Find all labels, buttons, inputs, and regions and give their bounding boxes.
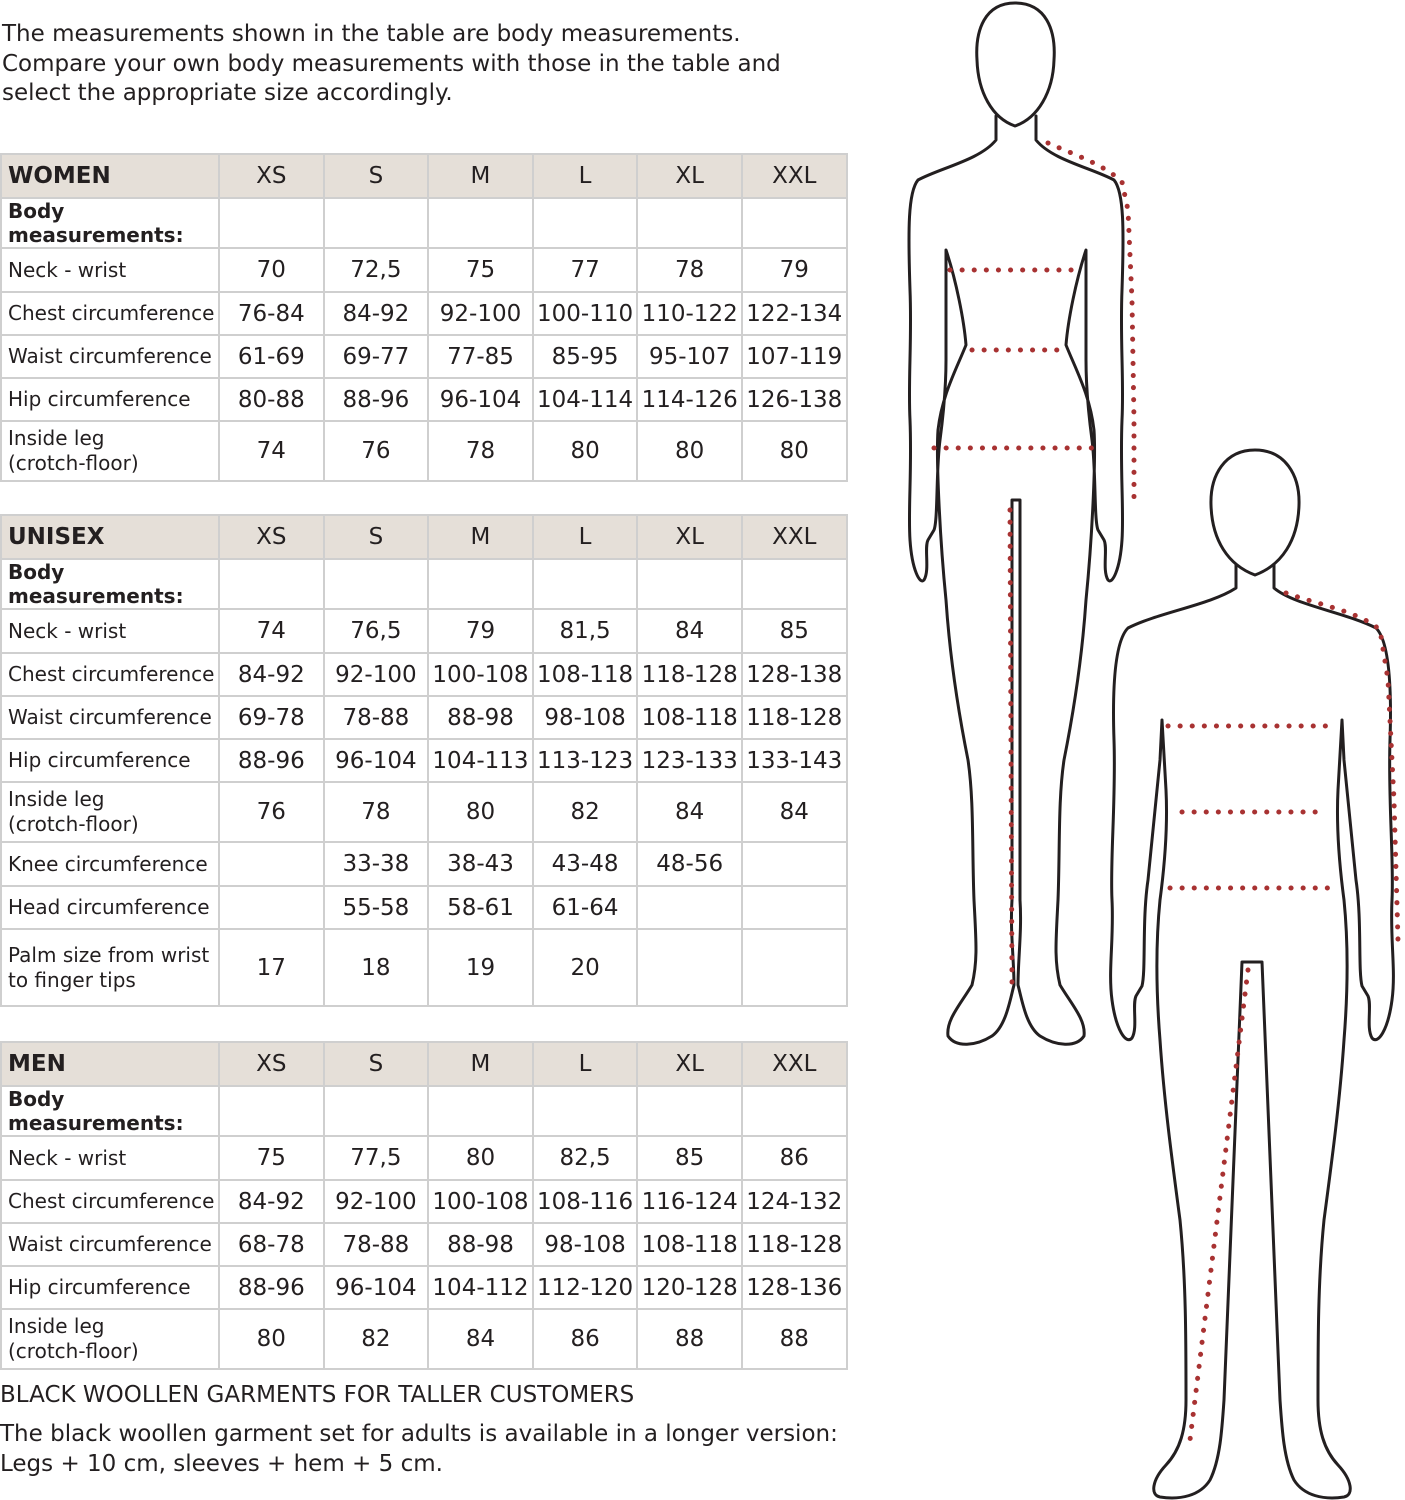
table-row <box>1 842 847 886</box>
table-row <box>1 929 847 1006</box>
table-cell: 82 <box>533 782 638 842</box>
table-cell <box>219 886 324 929</box>
table-cell: 118-128 <box>742 1223 847 1266</box>
table-header-row <box>1 154 847 198</box>
table-row <box>1 696 847 739</box>
table-cell: 113-123 <box>533 739 638 782</box>
table-cell: 118-128 <box>742 696 847 739</box>
table-title: MEN <box>1 1042 219 1086</box>
woman-head-outline <box>977 3 1054 126</box>
table-cell: 79 <box>428 609 533 653</box>
table-cell: 98-108 <box>533 696 638 739</box>
table-cell: 86 <box>742 1136 847 1180</box>
table-cell: 17 <box>219 929 324 1006</box>
table-cell: 104-113 <box>428 739 533 782</box>
table-row <box>1 421 847 481</box>
empty-cell <box>742 559 847 609</box>
table-cell: 61-69 <box>219 335 324 378</box>
table-row <box>1 886 847 929</box>
table-cell: 78 <box>637 248 742 292</box>
table-cell: 92-100 <box>324 653 429 696</box>
table-cell: 100-108 <box>428 653 533 696</box>
table-cell: 20 <box>533 929 638 1006</box>
woman-body-outline <box>909 116 1123 1044</box>
table-row <box>1 1223 847 1266</box>
empty-cell <box>637 1086 742 1136</box>
row-label: Waist circumference <box>1 696 219 739</box>
table-cell: 110-122 <box>637 292 742 335</box>
size-header-s: S <box>324 154 429 198</box>
table-cell: 85-95 <box>533 335 638 378</box>
table-row <box>1 292 847 335</box>
table-cell: 33-38 <box>324 842 429 886</box>
body-measurements-row <box>1 1086 847 1136</box>
table-title: UNISEX <box>1 515 219 559</box>
table-cell: 48-56 <box>637 842 742 886</box>
empty-cell <box>742 198 847 248</box>
table-header-row <box>1 1042 847 1086</box>
table-cell: 118-128 <box>637 653 742 696</box>
table-cell: 78 <box>428 421 533 481</box>
table-row <box>1 1266 847 1309</box>
footer-title: BLACK WOOLLEN GARMENTS FOR TALLER CUSTOMERS <box>0 1382 635 1408</box>
table-cell: 88-98 <box>428 1223 533 1266</box>
table-cell <box>742 886 847 929</box>
table-row <box>1 378 847 421</box>
row-label: Waist circumference <box>1 335 219 378</box>
empty-cell <box>324 198 429 248</box>
row-label: Neck - wrist <box>1 609 219 653</box>
table-cell: 122-134 <box>742 292 847 335</box>
row-label: Hip circumference <box>1 1266 219 1309</box>
table-cell: 74 <box>219 609 324 653</box>
table-cell: 128-136 <box>742 1266 847 1309</box>
row-label: Chest circumference <box>1 1180 219 1223</box>
table-cell <box>637 929 742 1006</box>
table-cell: 76 <box>219 782 324 842</box>
body-measurements-row <box>1 559 847 609</box>
woman-figure <box>909 3 1123 1044</box>
table-cell: 82,5 <box>533 1136 638 1180</box>
size-header-xxl: XXL <box>742 515 847 559</box>
table-cell: 123-133 <box>637 739 742 782</box>
table-cell: 76 <box>324 421 429 481</box>
body-measurements-row <box>1 198 847 248</box>
table-cell: 88-96 <box>219 1266 324 1309</box>
table-cell: 82 <box>324 1309 429 1369</box>
table-cell: 84-92 <box>219 653 324 696</box>
table-cell <box>742 929 847 1006</box>
table-cell: 68-78 <box>219 1223 324 1266</box>
table-cell: 84 <box>637 782 742 842</box>
size-header-l: L <box>533 154 638 198</box>
table-header-row <box>1 515 847 559</box>
table-cell: 108-118 <box>533 653 638 696</box>
size-header-xs: XS <box>219 154 324 198</box>
table-cell <box>219 842 324 886</box>
size-header-s: S <box>324 515 429 559</box>
empty-cell <box>428 1086 533 1136</box>
women-size-table <box>0 153 848 482</box>
row-label: Chest circumference <box>1 653 219 696</box>
empty-cell <box>742 1086 847 1136</box>
row-label: Palm size from wrist to finger tips <box>1 929 219 1006</box>
table-cell: 107-119 <box>742 335 847 378</box>
table-cell: 78-88 <box>324 696 429 739</box>
man-body-outline <box>1111 565 1394 1498</box>
table-cell: 85 <box>637 1136 742 1180</box>
table-cell: 84-92 <box>324 292 429 335</box>
row-label: Neck - wrist <box>1 248 219 292</box>
table-cell: 79 <box>742 248 847 292</box>
empty-cell <box>533 1086 638 1136</box>
table-cell: 88-96 <box>219 739 324 782</box>
table-cell: 114-126 <box>637 378 742 421</box>
table-row <box>1 653 847 696</box>
row-label: Inside leg (crotch-floor) <box>1 782 219 842</box>
empty-cell <box>219 198 324 248</box>
size-header-xl: XL <box>637 515 742 559</box>
table-cell: 108-118 <box>637 696 742 739</box>
table-cell: 88 <box>637 1309 742 1369</box>
table-cell: 43-48 <box>533 842 638 886</box>
table-cell: 108-118 <box>637 1223 742 1266</box>
table-cell: 133-143 <box>742 739 847 782</box>
table-cell: 78-88 <box>324 1223 429 1266</box>
table-cell: 75 <box>219 1136 324 1180</box>
size-header-xxl: XXL <box>742 154 847 198</box>
size-header-m: M <box>428 154 533 198</box>
table-cell: 18 <box>324 929 429 1006</box>
table-cell: 84-92 <box>219 1180 324 1223</box>
row-label: Hip circumference <box>1 739 219 782</box>
table-cell: 88 <box>742 1309 847 1369</box>
size-header-xl: XL <box>637 1042 742 1086</box>
table-cell: 38-43 <box>428 842 533 886</box>
table-cell: 128-138 <box>742 653 847 696</box>
table-row <box>1 1309 847 1369</box>
table-cell: 76-84 <box>219 292 324 335</box>
table-cell: 69-78 <box>219 696 324 739</box>
empty-cell <box>637 559 742 609</box>
table-cell: 61-64 <box>533 886 638 929</box>
size-header-xl: XL <box>637 154 742 198</box>
table-cell: 80 <box>533 421 638 481</box>
intro-text: The measurements shown in the table are body measurements. Compare your own body measurements with those in the table and select the appropriate size accordingly. <box>2 21 781 106</box>
table-cell: 80 <box>742 421 847 481</box>
table-cell: 70 <box>219 248 324 292</box>
row-label: Hip circumference <box>1 378 219 421</box>
table-cell: 19 <box>428 929 533 1006</box>
empty-cell <box>219 1086 324 1136</box>
table-cell: 112-120 <box>533 1266 638 1309</box>
row-label: Inside leg (crotch-floor) <box>1 1309 219 1369</box>
table-cell: 120-128 <box>637 1266 742 1309</box>
row-label: Knee circumference <box>1 842 219 886</box>
table-cell: 84 <box>637 609 742 653</box>
row-label: Inside leg (crotch-floor) <box>1 421 219 481</box>
body-measurements-label: Body measurements: <box>1 559 219 609</box>
size-header-l: L <box>533 1042 638 1086</box>
footer-text: The black woollen garment set for adults is available in a longer version: Legs + 10 cm, sleeves + hem + 5 cm. <box>0 1421 838 1477</box>
table-row <box>1 248 847 292</box>
table-cell: 92-100 <box>428 292 533 335</box>
table-cell: 77-85 <box>428 335 533 378</box>
table-cell: 69-77 <box>324 335 429 378</box>
table-title: WOMEN <box>1 154 219 198</box>
table-cell: 84 <box>428 1309 533 1369</box>
table-cell: 77 <box>533 248 638 292</box>
table-row <box>1 1180 847 1223</box>
body-measurements-label: Body measurements: <box>1 198 219 248</box>
table-cell: 77,5 <box>324 1136 429 1180</box>
table-row <box>1 782 847 842</box>
table-cell: 81,5 <box>533 609 638 653</box>
table-cell: 78 <box>324 782 429 842</box>
table-cell: 80 <box>428 782 533 842</box>
table-cell: 96-104 <box>324 1266 429 1309</box>
row-label: Waist circumference <box>1 1223 219 1266</box>
row-label: Neck - wrist <box>1 1136 219 1180</box>
empty-cell <box>637 198 742 248</box>
empty-cell <box>324 559 429 609</box>
empty-cell <box>428 198 533 248</box>
table-cell: 96-104 <box>324 739 429 782</box>
table-cell: 126-138 <box>742 378 847 421</box>
table-cell: 100-110 <box>533 292 638 335</box>
table-cell <box>637 886 742 929</box>
empty-cell <box>533 559 638 609</box>
empty-cell <box>324 1086 429 1136</box>
size-header-xs: XS <box>219 515 324 559</box>
man-inside-leg-line <box>1190 970 1248 1440</box>
empty-cell <box>428 559 533 609</box>
table-cell: 98-108 <box>533 1223 638 1266</box>
table-cell: 96-104 <box>428 378 533 421</box>
table-cell: 80-88 <box>219 378 324 421</box>
size-header-xs: XS <box>219 1042 324 1086</box>
table-cell: 100-108 <box>428 1180 533 1223</box>
table-cell: 75 <box>428 248 533 292</box>
table-cell: 86 <box>533 1309 638 1369</box>
row-label: Chest circumference <box>1 292 219 335</box>
table-cell: 88-98 <box>428 696 533 739</box>
table-cell: 85 <box>742 609 847 653</box>
table-cell: 92-100 <box>324 1180 429 1223</box>
table-cell: 108-116 <box>533 1180 638 1223</box>
empty-cell <box>533 198 638 248</box>
table-cell: 74 <box>219 421 324 481</box>
table-cell: 72,5 <box>324 248 429 292</box>
table-row <box>1 1136 847 1180</box>
size-header-l: L <box>533 515 638 559</box>
table-cell: 95-107 <box>637 335 742 378</box>
table-cell: 124-132 <box>742 1180 847 1223</box>
table-cell: 76,5 <box>324 609 429 653</box>
size-header-m: M <box>428 1042 533 1086</box>
table-cell: 80 <box>637 421 742 481</box>
table-cell: 88-96 <box>324 378 429 421</box>
table-cell: 58-61 <box>428 886 533 929</box>
empty-cell <box>219 559 324 609</box>
unisex-size-table <box>0 514 848 1007</box>
body-measurement-illustration <box>860 0 1405 1500</box>
size-header-xxl: XXL <box>742 1042 847 1086</box>
size-header-m: M <box>428 515 533 559</box>
table-cell: 84 <box>742 782 847 842</box>
table-row <box>1 609 847 653</box>
men-size-table <box>0 1041 848 1370</box>
man-head-outline <box>1211 450 1299 575</box>
table-cell: 80 <box>219 1309 324 1369</box>
table-cell: 104-114 <box>533 378 638 421</box>
table-cell <box>742 842 847 886</box>
body-measurements-label: Body measurements: <box>1 1086 219 1136</box>
table-row <box>1 739 847 782</box>
table-cell: 104-112 <box>428 1266 533 1309</box>
row-label: Head circumference <box>1 886 219 929</box>
man-figure <box>1111 450 1394 1498</box>
table-cell: 55-58 <box>324 886 429 929</box>
table-row <box>1 335 847 378</box>
table-cell: 116-124 <box>637 1180 742 1223</box>
size-header-s: S <box>324 1042 429 1086</box>
table-cell: 80 <box>428 1136 533 1180</box>
